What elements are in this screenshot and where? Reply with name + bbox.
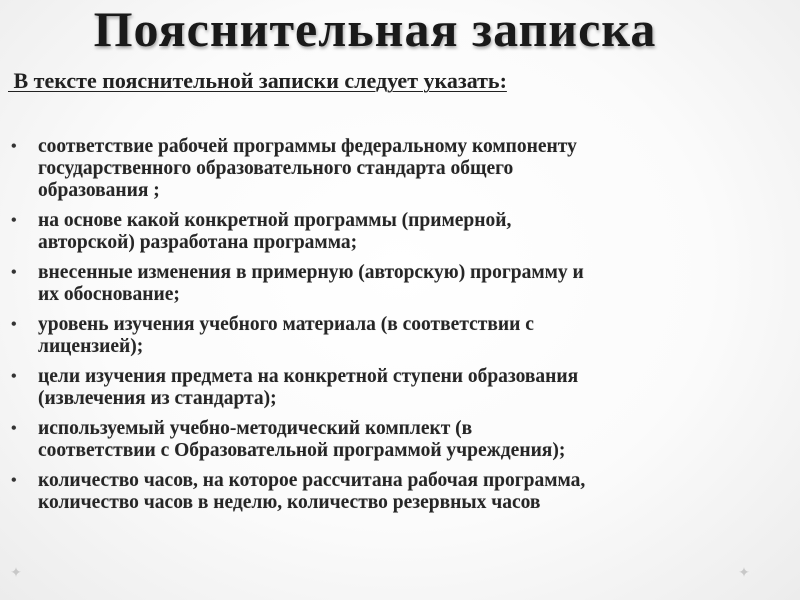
bullet-icon: • (11, 264, 17, 281)
slide-title: Пояснительная записка (93, 1, 657, 57)
bullet-list (8, 136, 792, 522)
bullet-text: соответствие рабочей программы федеральному компоненту государственного образовательного стандарта общего образования ; (38, 136, 577, 201)
bullet-item (8, 470, 792, 514)
bullet-text: внесенные изменения в примерную (авторскую) программу и их обоснование; (38, 262, 584, 305)
bullet-icon: • (11, 212, 17, 229)
bullet-icon: • (11, 316, 17, 333)
bullet-item (8, 314, 792, 358)
bullet-item (8, 262, 792, 306)
bullet-icon: • (11, 368, 17, 385)
bullet-text: количество часов, на которое рассчитана рабочая программа, количество часов в неделю, количество резервных часов (38, 470, 586, 513)
bullet-item (8, 136, 792, 202)
bullet-text: на основе какой конкретной программы (примерной, авторской) разработана программа; (38, 210, 512, 253)
bullet-icon: • (11, 138, 17, 155)
four-point-star-icon: ✦ (10, 565, 22, 581)
slide-subtitle: В тексте пояснительной записки следует указать: (8, 68, 507, 93)
bullet-item (8, 210, 792, 254)
bullet-icon: • (11, 420, 17, 437)
bullet-item (8, 366, 792, 410)
bullet-text: используемый учебно-методический комплект (в соответствии с Образовательной программой учреждения); (38, 418, 566, 461)
bullet-icon: • (11, 472, 17, 489)
four-point-star-icon: ✦ (738, 565, 750, 581)
bullet-text: уровень изучения учебного материала (в соответствии с лицензией); (38, 314, 534, 357)
bullet-text: цели изучения предмета на конкретной ступени образования (извлечения из стандарта); (38, 366, 579, 409)
bullet-item (8, 418, 792, 462)
